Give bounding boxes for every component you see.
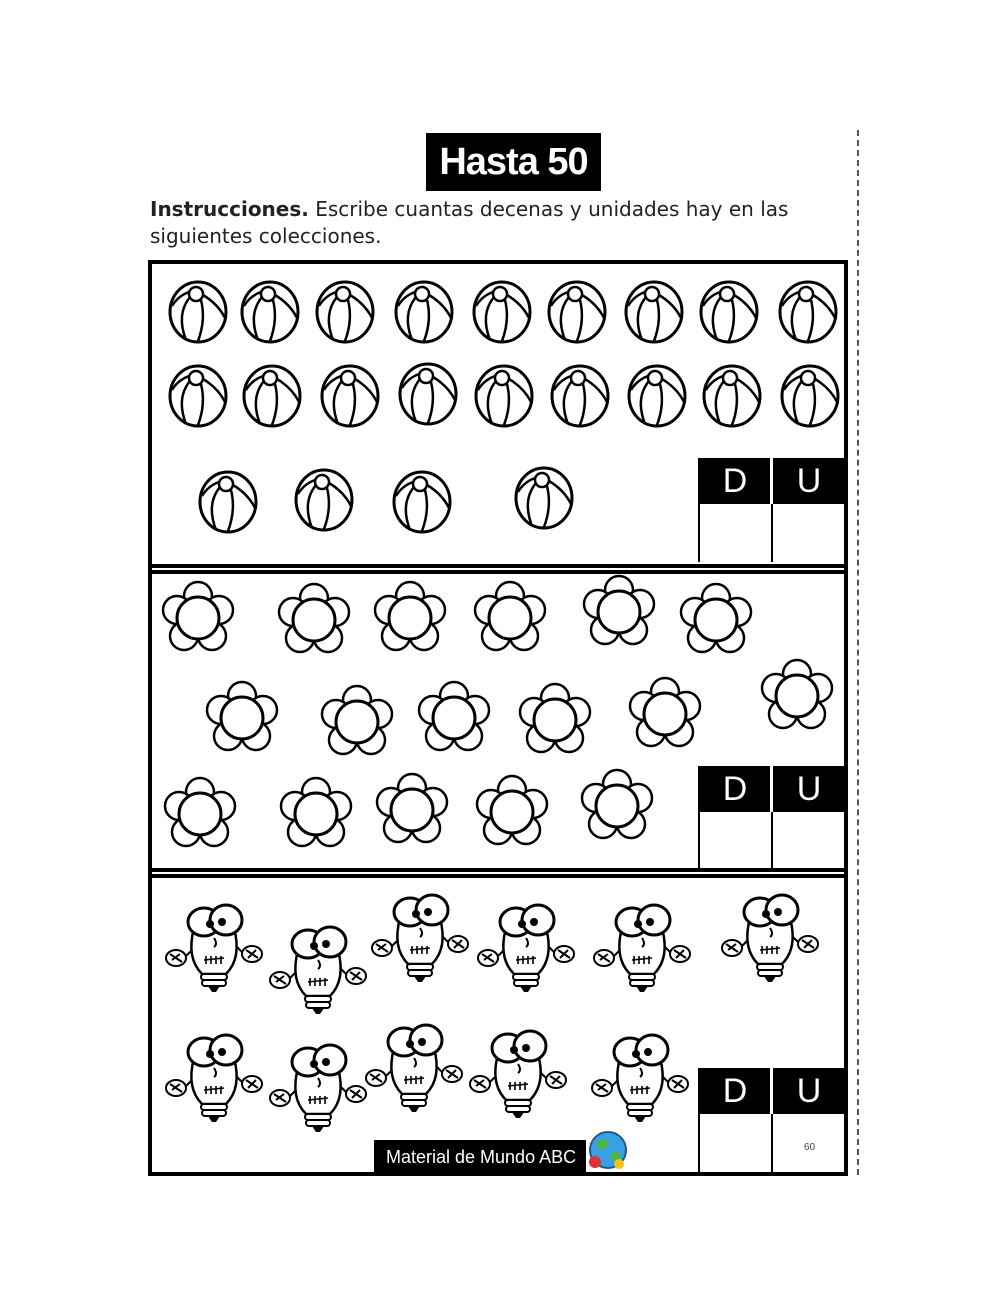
ball-icon [394, 472, 450, 532]
flower-icon [419, 682, 489, 750]
brand-footer: Material de Mundo ABC [374, 1140, 586, 1174]
lightbulb-character-icon [594, 905, 690, 992]
ball-icon [476, 366, 532, 426]
flower-icon [279, 584, 349, 652]
section-divider [152, 564, 844, 574]
flower-icon [475, 582, 545, 650]
lightbulb-character-icon [270, 1045, 366, 1132]
tens-answer-cell[interactable] [700, 1114, 770, 1172]
units-label: U [796, 1072, 822, 1110]
ball-icon [780, 282, 836, 342]
flower-icon [584, 576, 654, 644]
instructions-lead: Instrucciones. [150, 197, 309, 221]
ball-icon [200, 472, 256, 532]
section-divider [152, 868, 844, 878]
flower-icon [630, 678, 700, 746]
tens-label: D [722, 1072, 748, 1110]
lightbulb-character-icon [722, 895, 818, 982]
flower-icon [322, 686, 392, 754]
page-title: Hasta 50 [426, 133, 601, 191]
flower-icon [207, 682, 277, 750]
tens-answer-cell[interactable] [700, 812, 770, 870]
tens-units-box [698, 1068, 846, 1172]
flower-icon [377, 774, 447, 842]
lightbulb-character-icon [470, 1031, 566, 1118]
ball-icon [626, 282, 682, 342]
page-number: 60 [804, 1142, 816, 1153]
lightbulb-character-icon [166, 1035, 262, 1122]
ball-icon [396, 282, 452, 342]
ball-icon [552, 366, 608, 426]
cell-divider [771, 1114, 773, 1172]
worksheet-frame [148, 260, 848, 1176]
lightbulb-character-icon [166, 905, 262, 992]
tens-units-box [698, 458, 846, 562]
flower-icon [281, 778, 351, 846]
cut-line [857, 130, 859, 1175]
instructions-text: Escribe cuantas decenas y unidades hay en las siguientes colecciones. [150, 197, 789, 248]
tens-answer-cell[interactable] [700, 504, 770, 562]
globe-icon [586, 1128, 630, 1172]
units-answer-cell[interactable] [774, 812, 844, 870]
ball-icon [317, 282, 373, 342]
cell-divider [771, 812, 773, 870]
ball-icon [782, 366, 838, 426]
ball-icon [704, 366, 760, 426]
ball-icon [242, 282, 298, 342]
ball-icon [629, 366, 685, 426]
lightbulb-character-icon [478, 905, 574, 992]
lightbulb-character-icon [592, 1035, 688, 1122]
flower-icon [477, 776, 547, 844]
ball-icon [701, 282, 757, 342]
lightbulb-character-icon [372, 895, 468, 982]
tens-units-box [698, 766, 846, 870]
flower-icon [681, 584, 751, 652]
flower-icon [582, 770, 652, 838]
lightbulb-character-icon [366, 1025, 462, 1112]
ball-icon [244, 366, 300, 426]
tens-label: D [722, 770, 748, 808]
tens-label: D [722, 462, 748, 500]
ball-icon [474, 282, 530, 342]
lightbulb-character-icon [270, 927, 366, 1014]
flower-icon [375, 582, 445, 650]
ball-icon [400, 364, 456, 424]
flower-icon [762, 660, 832, 728]
ball-icon [170, 282, 226, 342]
flower-icon [163, 582, 233, 650]
ball-icon [516, 468, 572, 528]
section-balls [152, 264, 844, 564]
ball-icon [322, 366, 378, 426]
section-flowers [152, 574, 844, 870]
ball-icon [549, 282, 605, 342]
units-answer-cell[interactable] [774, 504, 844, 562]
flower-icon [520, 684, 590, 752]
instructions [150, 196, 840, 250]
flower-icon [165, 778, 235, 846]
ball-icon [296, 470, 352, 530]
ball-icon [170, 366, 226, 426]
units-label: U [796, 462, 822, 500]
cell-divider [771, 504, 773, 562]
units-label: U [796, 770, 822, 808]
section-lightbulbs [152, 878, 844, 1172]
